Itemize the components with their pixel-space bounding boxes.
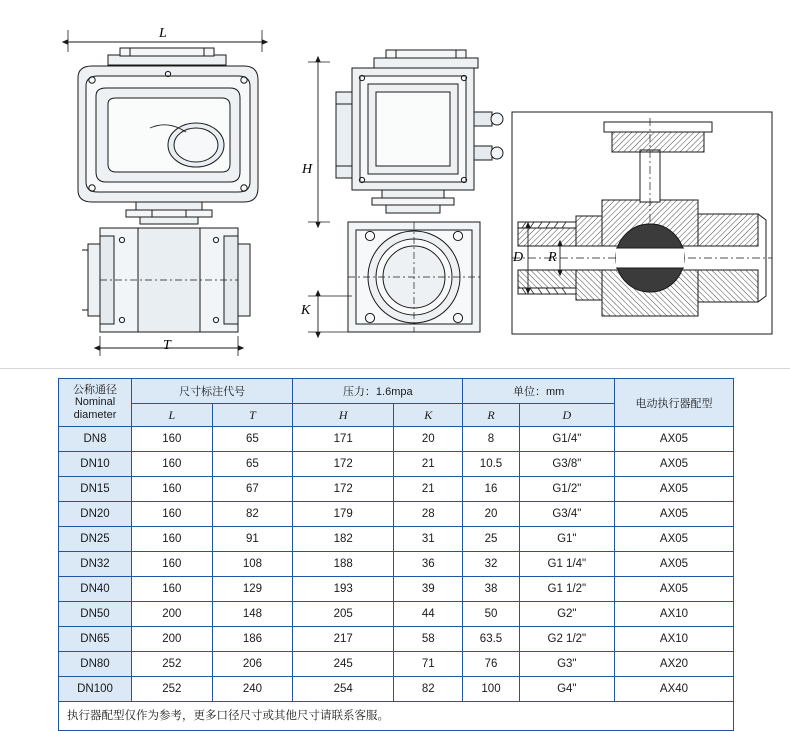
cell-actuator: AX10 <box>615 627 734 652</box>
cell-D: G2 1/2" <box>519 627 614 652</box>
cell-actuator: AX05 <box>615 552 734 577</box>
cell-dn: DN50 <box>59 602 132 627</box>
dimension-label-T: T <box>163 338 171 353</box>
cell-actuator: AX40 <box>615 677 734 702</box>
header-actuator: 电动执行器配型 <box>615 379 734 427</box>
cell-L: 160 <box>132 477 213 502</box>
cell-R: 16 <box>463 477 519 502</box>
cell-actuator: AX05 <box>615 577 734 602</box>
table-row <box>59 427 734 452</box>
cell-L: 160 <box>132 527 213 552</box>
subheader-K: K <box>394 404 463 427</box>
cell-K: 71 <box>394 652 463 677</box>
cell-K: 31 <box>394 527 463 552</box>
cell-actuator: AX10 <box>615 602 734 627</box>
dimension-label-L: L <box>159 26 167 41</box>
cell-T: 186 <box>212 627 293 652</box>
cell-R: 50 <box>463 602 519 627</box>
table-row <box>59 552 734 577</box>
cell-H: 182 <box>293 527 394 552</box>
header-unit: 单位：mm <box>463 379 615 404</box>
cell-H: 205 <box>293 602 394 627</box>
cell-R: 63.5 <box>463 627 519 652</box>
table-note-row <box>59 702 734 731</box>
cell-D: G1/4" <box>519 427 614 452</box>
cell-H: 188 <box>293 552 394 577</box>
cell-H: 179 <box>293 502 394 527</box>
cell-K: 44 <box>394 602 463 627</box>
cell-D: G1 1/4" <box>519 552 614 577</box>
cell-R: 25 <box>463 527 519 552</box>
cell-R: 38 <box>463 577 519 602</box>
header-nominal-en-1: Nominal <box>74 396 116 409</box>
cell-T: 65 <box>212 427 293 452</box>
table-header-row-main <box>59 379 734 404</box>
cell-dn: DN32 <box>59 552 132 577</box>
dimension-label-R: R <box>548 250 557 265</box>
cell-H: 172 <box>293 477 394 502</box>
cell-H: 171 <box>293 427 394 452</box>
cell-actuator: AX05 <box>615 527 734 552</box>
cell-L: 160 <box>132 427 213 452</box>
cell-D: G1/2" <box>519 477 614 502</box>
cell-T: 240 <box>212 677 293 702</box>
cell-H: 217 <box>293 627 394 652</box>
table-header <box>59 379 734 427</box>
cell-D: G3/4" <box>519 502 614 527</box>
cell-D: G3" <box>519 652 614 677</box>
subheader-L: L <box>132 404 213 427</box>
table-row <box>59 527 734 552</box>
cell-K: 58 <box>394 627 463 652</box>
cell-L: 160 <box>132 552 213 577</box>
cell-R: 32 <box>463 552 519 577</box>
table-row <box>59 627 734 652</box>
cell-dn: DN20 <box>59 502 132 527</box>
cell-R: 20 <box>463 502 519 527</box>
cell-H: 254 <box>293 677 394 702</box>
cell-dn: DN15 <box>59 477 132 502</box>
cell-dn: DN80 <box>59 652 132 677</box>
cell-R: 10.5 <box>463 452 519 477</box>
cell-K: 39 <box>394 577 463 602</box>
header-nominal-en-2: diameter <box>73 408 117 421</box>
table-row <box>59 652 734 677</box>
cell-R: 100 <box>463 677 519 702</box>
table-row <box>59 477 734 502</box>
dimension-label-H: H <box>302 162 313 177</box>
cell-dn: DN10 <box>59 452 132 477</box>
cell-D: G3/8" <box>519 452 614 477</box>
table-row <box>59 677 734 702</box>
cell-actuator: AX20 <box>615 652 734 677</box>
table-row <box>59 577 734 602</box>
cell-actuator: AX05 <box>615 502 734 527</box>
cell-K: 28 <box>394 502 463 527</box>
cell-L: 200 <box>132 602 213 627</box>
cell-T: 148 <box>212 602 293 627</box>
cell-L: 160 <box>132 452 213 477</box>
table-row <box>59 602 734 627</box>
cell-actuator: AX05 <box>615 477 734 502</box>
table-row <box>59 502 734 527</box>
subheader-R: R <box>463 404 519 427</box>
cell-D: G1" <box>519 527 614 552</box>
cell-L: 252 <box>132 677 213 702</box>
subheader-D: D <box>519 404 614 427</box>
subheader-H: H <box>293 404 394 427</box>
cell-R: 8 <box>463 427 519 452</box>
cell-K: 20 <box>394 427 463 452</box>
header-nominal-cn: 公称通径 <box>73 383 117 396</box>
cell-actuator: AX05 <box>615 452 734 477</box>
specification-table <box>58 378 734 731</box>
cell-K: 21 <box>394 477 463 502</box>
cell-D: G4" <box>519 677 614 702</box>
table-body <box>59 427 734 731</box>
cell-dn: DN65 <box>59 627 132 652</box>
cell-K: 36 <box>394 552 463 577</box>
cell-dn: DN100 <box>59 677 132 702</box>
cell-K: 21 <box>394 452 463 477</box>
header-dimension-code: 尺寸标注代号 <box>132 379 293 404</box>
dimension-label-K: K <box>301 303 311 318</box>
cell-H: 172 <box>293 452 394 477</box>
specification-table-wrapper <box>58 378 734 731</box>
cell-dn: DN40 <box>59 577 132 602</box>
cell-R: 76 <box>463 652 519 677</box>
table-note: 执行器配型仅作为参考，更多口径尺寸或其他尺寸请联系客服。 <box>59 702 734 731</box>
cell-dn: DN8 <box>59 427 132 452</box>
cell-L: 160 <box>132 502 213 527</box>
header-pressure: 压力：1.6mpa <box>293 379 463 404</box>
cell-T: 82 <box>212 502 293 527</box>
cell-T: 129 <box>212 577 293 602</box>
dimension-label-D: D <box>513 250 524 265</box>
cell-T: 67 <box>212 477 293 502</box>
cell-T: 65 <box>212 452 293 477</box>
cell-T: 108 <box>212 552 293 577</box>
table-row <box>59 452 734 477</box>
cell-D: G2" <box>519 602 614 627</box>
cell-L: 160 <box>132 577 213 602</box>
header-nominal-diameter <box>59 379 132 427</box>
cell-actuator: AX05 <box>615 427 734 452</box>
cell-L: 252 <box>132 652 213 677</box>
cell-H: 245 <box>293 652 394 677</box>
cell-K: 82 <box>394 677 463 702</box>
cell-T: 206 <box>212 652 293 677</box>
subheader-T: T <box>212 404 293 427</box>
cell-dn: DN25 <box>59 527 132 552</box>
cell-T: 91 <box>212 527 293 552</box>
cell-H: 193 <box>293 577 394 602</box>
cell-D: G1 1/2" <box>519 577 614 602</box>
cell-L: 200 <box>132 627 213 652</box>
